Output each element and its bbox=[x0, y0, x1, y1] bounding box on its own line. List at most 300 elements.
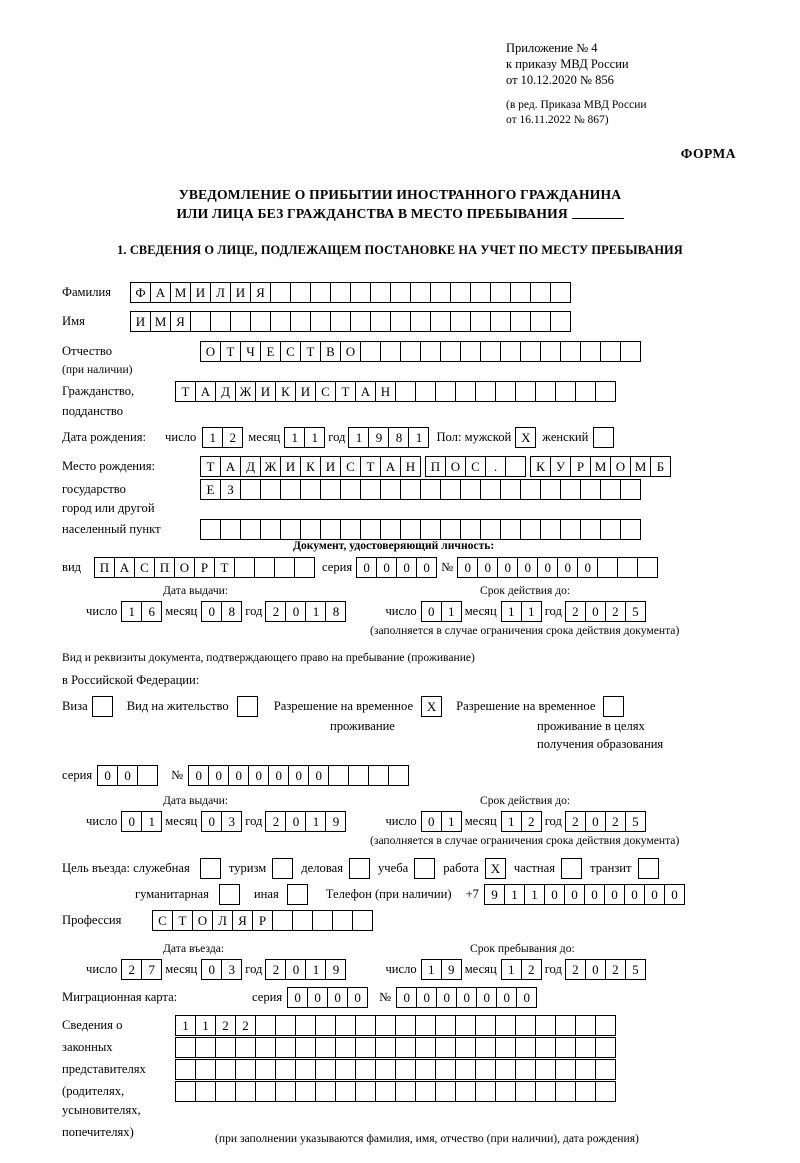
cell[interactable]: 0 bbox=[604, 884, 625, 905]
cell[interactable]: 0 bbox=[308, 765, 329, 786]
stay-month-cells[interactable] bbox=[501, 959, 541, 980]
cell[interactable]: 1 bbox=[441, 601, 462, 622]
purpose-tourism-checkbox[interactable] bbox=[272, 858, 293, 879]
cell[interactable] bbox=[495, 381, 516, 402]
cell[interactable]: 1 bbox=[304, 427, 325, 448]
cell[interactable]: З bbox=[220, 479, 241, 500]
cell[interactable] bbox=[195, 1081, 216, 1102]
purpose-service-checkbox[interactable] bbox=[200, 858, 221, 879]
cell[interactable]: 9 bbox=[441, 959, 462, 980]
entry-day-cells[interactable] bbox=[121, 959, 161, 980]
cell[interactable]: Т bbox=[200, 456, 221, 477]
cell[interactable] bbox=[617, 557, 638, 578]
cell[interactable] bbox=[520, 519, 541, 540]
cell[interactable] bbox=[510, 282, 531, 303]
cell[interactable] bbox=[440, 341, 461, 362]
cell[interactable]: 2 bbox=[235, 1015, 256, 1036]
doc-number-cells[interactable] bbox=[457, 557, 657, 578]
cell[interactable]: 0 bbox=[436, 987, 457, 1008]
cell[interactable] bbox=[550, 282, 571, 303]
cell[interactable]: 0 bbox=[585, 959, 606, 980]
cell[interactable]: 1 bbox=[175, 1015, 196, 1036]
cell[interactable]: 0 bbox=[585, 601, 606, 622]
cell[interactable]: М bbox=[630, 456, 651, 477]
cell[interactable] bbox=[435, 1037, 456, 1058]
cell[interactable]: Я bbox=[250, 282, 271, 303]
temp-residence-checkbox[interactable]: X bbox=[421, 696, 442, 717]
cell[interactable]: К bbox=[300, 456, 321, 477]
cell[interactable] bbox=[440, 519, 461, 540]
cell[interactable] bbox=[495, 1059, 516, 1080]
cell[interactable] bbox=[395, 1081, 416, 1102]
cell[interactable] bbox=[440, 479, 461, 500]
cell[interactable]: М bbox=[170, 282, 191, 303]
cell[interactable] bbox=[215, 1037, 236, 1058]
phone-cells[interactable] bbox=[484, 884, 684, 905]
cell[interactable] bbox=[415, 1037, 436, 1058]
cell[interactable] bbox=[400, 479, 421, 500]
cell[interactable]: 7 bbox=[141, 959, 162, 980]
cell[interactable] bbox=[575, 381, 596, 402]
cell[interactable]: Р bbox=[570, 456, 591, 477]
cell[interactable] bbox=[460, 341, 481, 362]
cell[interactable] bbox=[400, 519, 421, 540]
cell[interactable] bbox=[450, 282, 471, 303]
cell[interactable] bbox=[495, 1037, 516, 1058]
cell[interactable] bbox=[260, 479, 281, 500]
cell[interactable]: 0 bbox=[188, 765, 209, 786]
cell[interactable] bbox=[175, 1059, 196, 1080]
cell[interactable]: 0 bbox=[476, 987, 497, 1008]
cell[interactable]: 1 bbox=[441, 811, 462, 832]
cell[interactable] bbox=[540, 341, 561, 362]
cell[interactable] bbox=[520, 479, 541, 500]
cell[interactable] bbox=[355, 1037, 376, 1058]
birthplace-state-cells[interactable] bbox=[200, 456, 420, 477]
cell[interactable] bbox=[275, 1015, 296, 1036]
purpose-private-checkbox[interactable] bbox=[561, 858, 582, 879]
cell[interactable]: О bbox=[192, 910, 213, 931]
cell[interactable] bbox=[420, 479, 441, 500]
cell[interactable]: 1 bbox=[504, 884, 525, 905]
cell[interactable]: . bbox=[485, 456, 506, 477]
cell[interactable] bbox=[375, 1059, 396, 1080]
cell[interactable]: 2 bbox=[265, 959, 286, 980]
cell[interactable]: 0 bbox=[557, 557, 578, 578]
cell[interactable]: С bbox=[280, 341, 301, 362]
cell[interactable] bbox=[420, 519, 441, 540]
cell[interactable] bbox=[330, 311, 351, 332]
cell[interactable]: 1 bbox=[421, 959, 442, 980]
cell[interactable] bbox=[352, 910, 373, 931]
cell[interactable] bbox=[455, 1037, 476, 1058]
cell[interactable] bbox=[220, 519, 241, 540]
cell[interactable] bbox=[595, 1037, 616, 1058]
cell[interactable] bbox=[435, 381, 456, 402]
cell[interactable]: О bbox=[340, 341, 361, 362]
cell[interactable] bbox=[390, 282, 411, 303]
cell[interactable] bbox=[515, 1059, 536, 1080]
cell[interactable]: 3 bbox=[221, 959, 242, 980]
sex-male-checkbox[interactable]: X bbox=[515, 427, 536, 448]
permit-valid-month-cells[interactable] bbox=[501, 811, 541, 832]
cell[interactable] bbox=[295, 1081, 316, 1102]
cell[interactable]: О bbox=[445, 456, 466, 477]
cell[interactable] bbox=[235, 1059, 256, 1080]
cell[interactable] bbox=[375, 1037, 396, 1058]
cell[interactable]: 0 bbox=[208, 765, 229, 786]
cell[interactable]: М bbox=[590, 456, 611, 477]
cell[interactable] bbox=[430, 282, 451, 303]
cell[interactable] bbox=[260, 519, 281, 540]
cell[interactable] bbox=[535, 1081, 556, 1102]
legal-reps-row-3-cells[interactable] bbox=[175, 1059, 615, 1080]
cell[interactable] bbox=[375, 1015, 396, 1036]
cell[interactable] bbox=[335, 1015, 356, 1036]
cell[interactable] bbox=[388, 765, 409, 786]
cell[interactable]: 1 bbox=[501, 601, 522, 622]
cell[interactable] bbox=[515, 1015, 536, 1036]
cell[interactable]: О bbox=[174, 557, 195, 578]
cell[interactable] bbox=[575, 1059, 596, 1080]
cell[interactable]: 0 bbox=[307, 987, 328, 1008]
cell[interactable]: 0 bbox=[117, 765, 138, 786]
cell[interactable]: 0 bbox=[201, 811, 222, 832]
cell[interactable] bbox=[530, 311, 551, 332]
cell[interactable]: Т bbox=[300, 341, 321, 362]
cell[interactable] bbox=[420, 341, 441, 362]
cell[interactable]: 0 bbox=[577, 557, 598, 578]
cell[interactable]: И bbox=[320, 456, 341, 477]
cell[interactable] bbox=[555, 1059, 576, 1080]
cell[interactable]: 2 bbox=[565, 601, 586, 622]
cell[interactable] bbox=[280, 519, 301, 540]
cell[interactable] bbox=[435, 1059, 456, 1080]
cell[interactable] bbox=[455, 1059, 476, 1080]
cell[interactable]: Б bbox=[650, 456, 671, 477]
cell[interactable] bbox=[580, 341, 601, 362]
cell[interactable] bbox=[390, 311, 411, 332]
cell[interactable] bbox=[470, 282, 491, 303]
visa-checkbox[interactable] bbox=[92, 696, 113, 717]
legal-reps-row-1-cells[interactable] bbox=[175, 1015, 615, 1036]
cell[interactable] bbox=[315, 1081, 336, 1102]
cell[interactable] bbox=[595, 381, 616, 402]
cell[interactable]: 0 bbox=[564, 884, 585, 905]
cell[interactable]: М bbox=[150, 311, 171, 332]
doc-issue-day-cells[interactable] bbox=[121, 601, 161, 622]
cell[interactable] bbox=[540, 479, 561, 500]
cell[interactable] bbox=[328, 765, 349, 786]
cell[interactable]: 0 bbox=[644, 884, 665, 905]
cell[interactable] bbox=[620, 479, 641, 500]
cell[interactable]: 0 bbox=[285, 601, 306, 622]
cell[interactable]: 1 bbox=[524, 884, 545, 905]
cell[interactable]: И bbox=[255, 381, 276, 402]
cell[interactable] bbox=[435, 1081, 456, 1102]
cell[interactable]: 1 bbox=[202, 427, 223, 448]
cell[interactable] bbox=[215, 1059, 236, 1080]
surname-cells[interactable] bbox=[130, 282, 570, 303]
cell[interactable]: 1 bbox=[305, 959, 326, 980]
cell[interactable] bbox=[255, 1037, 276, 1058]
cell[interactable] bbox=[515, 1037, 536, 1058]
cell[interactable]: А bbox=[114, 557, 135, 578]
cell[interactable] bbox=[255, 1015, 276, 1036]
cell[interactable] bbox=[240, 479, 261, 500]
purpose-transit-checkbox[interactable] bbox=[638, 858, 659, 879]
cell[interactable] bbox=[535, 1059, 556, 1080]
cell[interactable] bbox=[255, 1059, 276, 1080]
cell[interactable]: 9 bbox=[484, 884, 505, 905]
cell[interactable]: А bbox=[355, 381, 376, 402]
cell[interactable]: 0 bbox=[664, 884, 685, 905]
cell[interactable] bbox=[470, 311, 491, 332]
cell[interactable] bbox=[348, 765, 369, 786]
cell[interactable]: 2 bbox=[521, 959, 542, 980]
cell[interactable] bbox=[137, 765, 158, 786]
cell[interactable]: 0 bbox=[516, 987, 537, 1008]
permit-number-cells[interactable] bbox=[188, 765, 408, 786]
cell[interactable]: П bbox=[94, 557, 115, 578]
cell[interactable] bbox=[190, 311, 211, 332]
cell[interactable] bbox=[500, 341, 521, 362]
cell[interactable] bbox=[475, 1081, 496, 1102]
doc-valid-month-cells[interactable] bbox=[501, 601, 541, 622]
cell[interactable]: Т bbox=[335, 381, 356, 402]
cell[interactable]: Р bbox=[194, 557, 215, 578]
cell[interactable]: К bbox=[530, 456, 551, 477]
cell[interactable] bbox=[580, 479, 601, 500]
cell[interactable]: А bbox=[195, 381, 216, 402]
cell[interactable] bbox=[495, 1015, 516, 1036]
cell[interactable] bbox=[475, 1059, 496, 1080]
cell[interactable] bbox=[195, 1059, 216, 1080]
cell[interactable] bbox=[575, 1081, 596, 1102]
cell[interactable]: 0 bbox=[517, 557, 538, 578]
cell[interactable]: 9 bbox=[368, 427, 389, 448]
cell[interactable]: Д bbox=[215, 381, 236, 402]
cell[interactable] bbox=[290, 282, 311, 303]
cell[interactable] bbox=[380, 519, 401, 540]
cell[interactable]: И bbox=[130, 311, 151, 332]
cell[interactable]: 1 bbox=[141, 811, 162, 832]
cell[interactable]: 2 bbox=[605, 959, 626, 980]
cell[interactable]: И bbox=[280, 456, 301, 477]
cell[interactable] bbox=[360, 479, 381, 500]
cell[interactable] bbox=[335, 1059, 356, 1080]
migration-number-cells[interactable] bbox=[396, 987, 536, 1008]
cell[interactable] bbox=[315, 1015, 336, 1036]
cell[interactable]: Я bbox=[232, 910, 253, 931]
cell[interactable]: 0 bbox=[396, 557, 417, 578]
cell[interactable]: У bbox=[550, 456, 571, 477]
cell[interactable] bbox=[335, 1037, 356, 1058]
permit-valid-day-cells[interactable] bbox=[421, 811, 461, 832]
cell[interactable] bbox=[332, 910, 353, 931]
cell[interactable]: Н bbox=[375, 381, 396, 402]
cell[interactable] bbox=[294, 557, 315, 578]
cell[interactable] bbox=[595, 1015, 616, 1036]
cell[interactable] bbox=[550, 311, 571, 332]
name-cells[interactable] bbox=[130, 311, 570, 332]
cell[interactable] bbox=[280, 479, 301, 500]
cell[interactable] bbox=[415, 1081, 436, 1102]
cell[interactable]: 0 bbox=[285, 811, 306, 832]
entry-month-cells[interactable] bbox=[201, 959, 241, 980]
entry-year-cells[interactable] bbox=[265, 959, 345, 980]
cell[interactable] bbox=[370, 311, 391, 332]
cell[interactable]: А bbox=[380, 456, 401, 477]
cell[interactable] bbox=[240, 519, 261, 540]
cell[interactable] bbox=[234, 557, 255, 578]
cell[interactable]: 8 bbox=[221, 601, 242, 622]
cell[interactable]: 0 bbox=[327, 987, 348, 1008]
cell[interactable] bbox=[340, 519, 361, 540]
cell[interactable] bbox=[210, 311, 231, 332]
cell[interactable] bbox=[595, 1081, 616, 1102]
cell[interactable]: С bbox=[152, 910, 173, 931]
cell[interactable] bbox=[395, 1037, 416, 1058]
cell[interactable]: 0 bbox=[268, 765, 289, 786]
cell[interactable]: 6 bbox=[141, 601, 162, 622]
cell[interactable]: О bbox=[610, 456, 631, 477]
cell[interactable] bbox=[200, 519, 221, 540]
cell[interactable] bbox=[490, 311, 511, 332]
doc-valid-day-cells[interactable] bbox=[421, 601, 461, 622]
permit-issue-day-cells[interactable] bbox=[121, 811, 161, 832]
cell[interactable]: О bbox=[200, 341, 221, 362]
cell[interactable] bbox=[355, 1015, 376, 1036]
cell[interactable]: 1 bbox=[521, 601, 542, 622]
cell[interactable]: 0 bbox=[396, 987, 417, 1008]
cell[interactable] bbox=[300, 519, 321, 540]
cell[interactable] bbox=[255, 1081, 276, 1102]
cell[interactable]: Ж bbox=[235, 381, 256, 402]
cell[interactable] bbox=[175, 1037, 196, 1058]
patronymic-cells[interactable] bbox=[200, 341, 640, 362]
cell[interactable]: 2 bbox=[565, 811, 586, 832]
cell[interactable]: 0 bbox=[457, 557, 478, 578]
purpose-study-checkbox[interactable] bbox=[414, 858, 435, 879]
cell[interactable]: 0 bbox=[624, 884, 645, 905]
cell[interactable]: 1 bbox=[501, 959, 522, 980]
permit-valid-year-cells[interactable] bbox=[565, 811, 645, 832]
cell[interactable]: 9 bbox=[325, 959, 346, 980]
cell[interactable] bbox=[455, 381, 476, 402]
cell[interactable]: 3 bbox=[221, 811, 242, 832]
cell[interactable] bbox=[500, 519, 521, 540]
cell[interactable] bbox=[500, 479, 521, 500]
cell[interactable]: Е bbox=[260, 341, 281, 362]
cell[interactable] bbox=[490, 282, 511, 303]
cell[interactable] bbox=[235, 1081, 256, 1102]
cell[interactable]: Ж bbox=[260, 456, 281, 477]
cell[interactable] bbox=[330, 282, 351, 303]
doc-kind-cells[interactable] bbox=[94, 557, 314, 578]
cell[interactable] bbox=[275, 1081, 296, 1102]
cell[interactable] bbox=[535, 1015, 556, 1036]
cell[interactable]: П bbox=[425, 456, 446, 477]
cell[interactable] bbox=[350, 282, 371, 303]
legal-reps-row-2-cells[interactable] bbox=[175, 1037, 615, 1058]
cell[interactable]: 0 bbox=[416, 987, 437, 1008]
cell[interactable] bbox=[395, 1015, 416, 1036]
cell[interactable]: Ф bbox=[130, 282, 151, 303]
cell[interactable]: Е bbox=[200, 479, 221, 500]
doc-issue-month-cells[interactable] bbox=[201, 601, 241, 622]
cell[interactable]: 5 bbox=[625, 959, 646, 980]
cell[interactable] bbox=[415, 1015, 436, 1036]
cell[interactable] bbox=[312, 910, 333, 931]
cell[interactable] bbox=[270, 282, 291, 303]
purpose-other-checkbox[interactable] bbox=[287, 884, 308, 905]
cell[interactable]: 2 bbox=[605, 811, 626, 832]
birth-month-cells[interactable] bbox=[284, 427, 324, 448]
cell[interactable] bbox=[560, 519, 581, 540]
cell[interactable] bbox=[375, 1081, 396, 1102]
cell[interactable]: 0 bbox=[356, 557, 377, 578]
cell[interactable]: В bbox=[320, 341, 341, 362]
cell[interactable]: Т bbox=[172, 910, 193, 931]
citizenship-cells[interactable] bbox=[175, 381, 615, 402]
stay-year-cells[interactable] bbox=[565, 959, 645, 980]
cell[interactable]: 1 bbox=[501, 811, 522, 832]
cell[interactable] bbox=[455, 1015, 476, 1036]
cell[interactable] bbox=[415, 381, 436, 402]
cell[interactable] bbox=[480, 519, 501, 540]
cell[interactable]: 0 bbox=[421, 601, 442, 622]
cell[interactable]: 0 bbox=[121, 811, 142, 832]
cell[interactable]: 5 bbox=[625, 601, 646, 622]
cell[interactable] bbox=[505, 456, 526, 477]
cell[interactable]: С bbox=[465, 456, 486, 477]
cell[interactable]: 2 bbox=[222, 427, 243, 448]
cell[interactable]: 0 bbox=[584, 884, 605, 905]
cell[interactable]: 1 bbox=[305, 811, 326, 832]
cell[interactable]: 0 bbox=[416, 557, 437, 578]
cell[interactable]: П bbox=[154, 557, 175, 578]
cell[interactable] bbox=[575, 1015, 596, 1036]
cell[interactable] bbox=[400, 341, 421, 362]
cell[interactable]: 0 bbox=[497, 557, 518, 578]
cell[interactable]: 1 bbox=[408, 427, 429, 448]
cell[interactable]: 1 bbox=[348, 427, 369, 448]
cell[interactable]: 0 bbox=[477, 557, 498, 578]
cell[interactable]: Л bbox=[212, 910, 233, 931]
migration-series-cells[interactable] bbox=[287, 987, 367, 1008]
cell[interactable] bbox=[175, 1081, 196, 1102]
cell[interactable]: С bbox=[315, 381, 336, 402]
sex-female-checkbox[interactable] bbox=[593, 427, 614, 448]
cell[interactable] bbox=[600, 341, 621, 362]
cell[interactable] bbox=[254, 557, 275, 578]
cell[interactable]: Л bbox=[210, 282, 231, 303]
cell[interactable]: 2 bbox=[521, 811, 542, 832]
cell[interactable] bbox=[637, 557, 658, 578]
cell[interactable] bbox=[395, 381, 416, 402]
cell[interactable] bbox=[515, 381, 536, 402]
birth-day-cells[interactable] bbox=[202, 427, 242, 448]
birthplace-city-part2-cells[interactable] bbox=[530, 456, 670, 477]
cell[interactable]: 1 bbox=[121, 601, 142, 622]
cell[interactable] bbox=[460, 479, 481, 500]
birthplace-city-line2-cells[interactable] bbox=[200, 479, 640, 500]
cell[interactable] bbox=[455, 1081, 476, 1102]
cell[interactable]: Т bbox=[360, 456, 381, 477]
cell[interactable]: 0 bbox=[456, 987, 477, 1008]
cell[interactable] bbox=[355, 1081, 376, 1102]
